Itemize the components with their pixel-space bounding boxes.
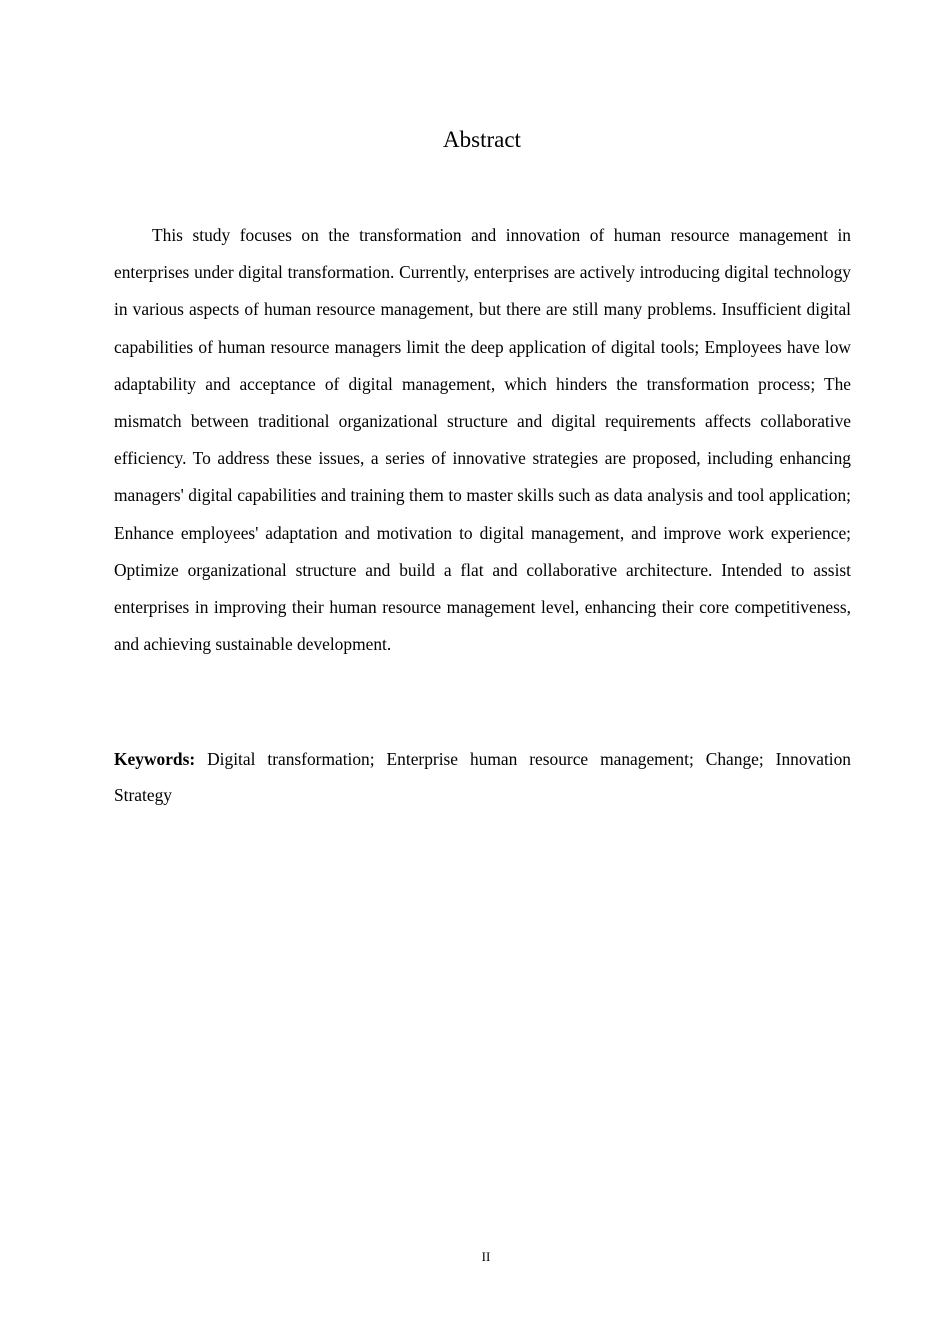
abstract-paragraph: This study focuses on the transformation and innovation of human resource management in enterprises under digital transformation. Currently, enterprises are actively introducing digital technology in various aspects of human resource management, but there are still many problems. Insufficient digital capabilities of human resource managers limit the deep application of digital tools; Employees have low adaptability and acceptance of digital management, which hinders the transformation process; The mismatch between traditional organizational structure and digital requirements affects collaborative efficiency. To address these issues, a series of innovative strategies are proposed, including enhancing managers' digital capabilities and training them to master skills such as data analysis and tool application; Enhance employees' adaptation and motivation to digital management, and improve work experience; Optimize organizational structure and build a flat and collaborative architecture. Intended to assist enterprises in improving their human resource management level, enhancing their core competitiveness, and achieving sustainable development. <box>114 225 851 655</box>
keywords-label: Keywords: <box>114 749 196 769</box>
page-number: II <box>481 1249 491 1264</box>
abstract-title: Abstract <box>443 127 521 152</box>
keywords-text: Digital transformation; Enterprise human resource management; Change; Innovation Strategy <box>114 749 851 805</box>
keywords-paragraph <box>114 741 851 813</box>
